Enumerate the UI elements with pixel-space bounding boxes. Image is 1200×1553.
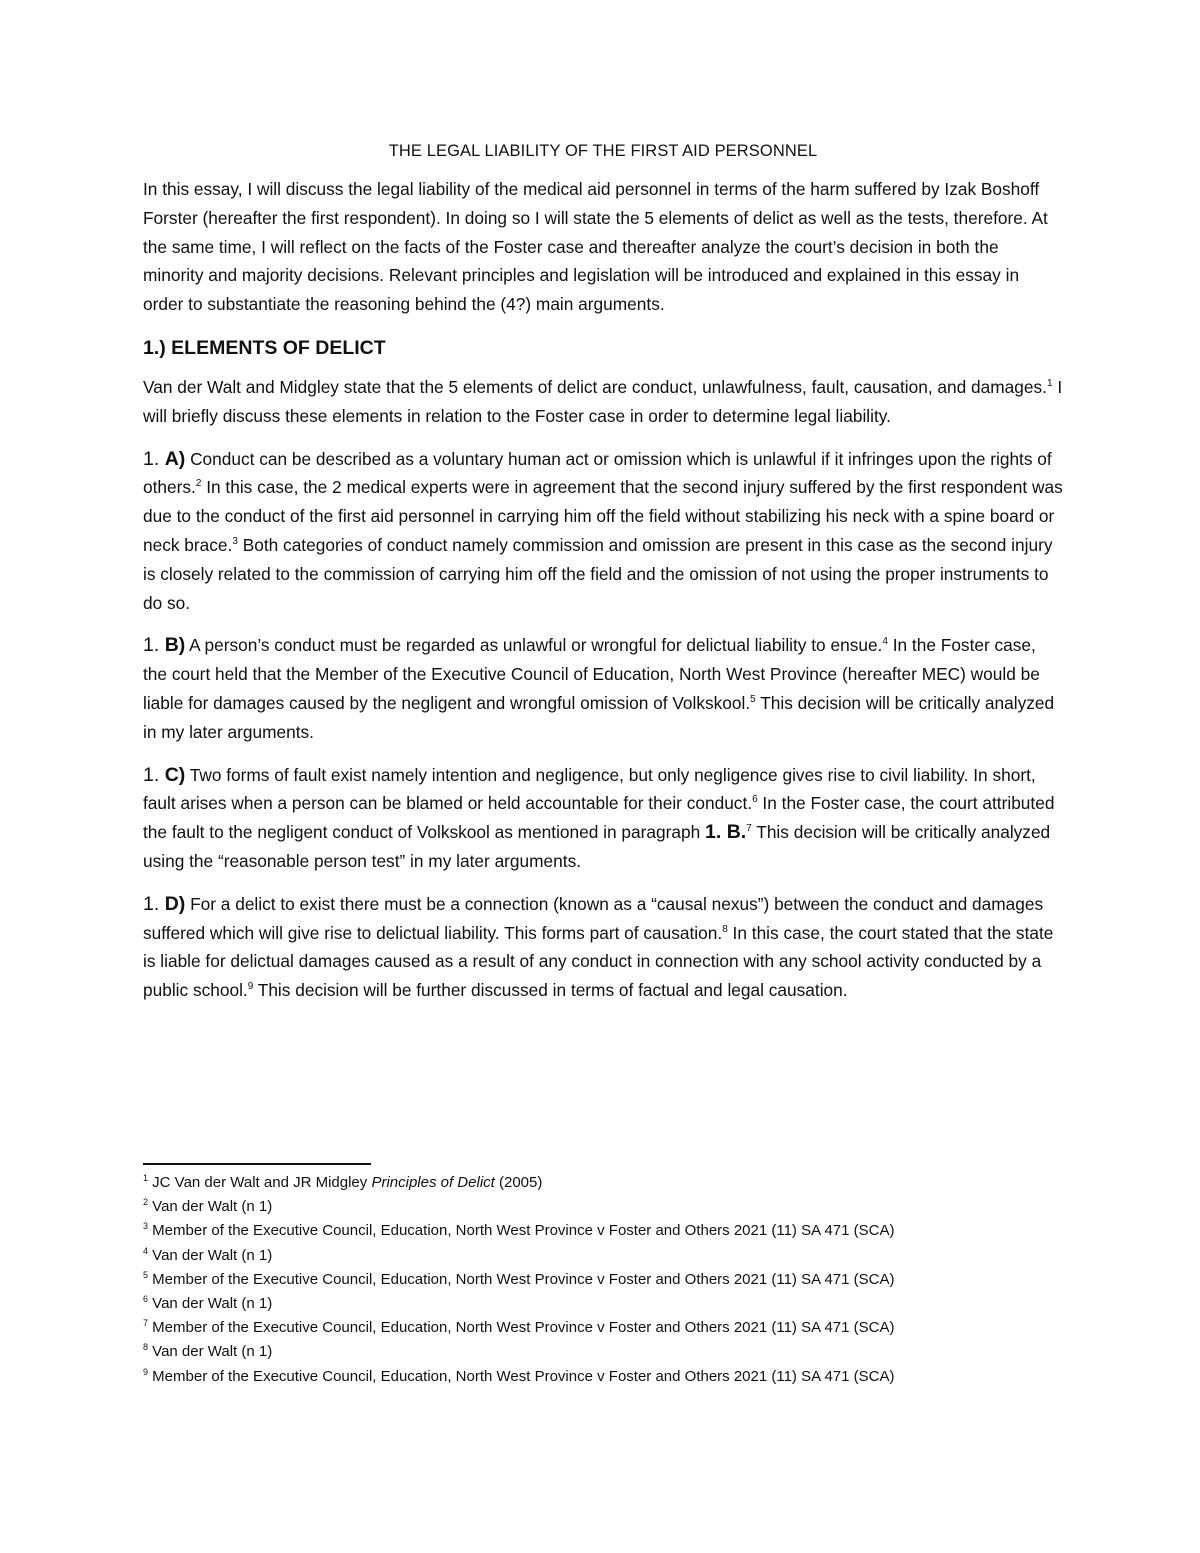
- footnote-text: Van der Walt (n 1): [148, 1198, 273, 1216]
- paragraph-text: Both categories of conduct namely commission and omission are present in this case as the second injury is closely related to the commission of carrying him off the field and the omission of not using the proper instruments to do so.: [143, 534, 1053, 613]
- footnote-number: 9: [143, 1366, 149, 1377]
- footnote-number: 5: [143, 1269, 149, 1280]
- footnote-number: 3: [143, 1221, 149, 1232]
- intro-paragraph: In this essay, I will discuss the legal liability of the medical aid personnel in terms of the harm suffered by Izak Boshoff Forster (hereafter the first respondent). In doing so I will state the 5 elements of delict as well as the tests, therefore. At the same time, I will reflect on the facts of the Foster case and thereafter analyze the court’s decision in both the minority and majority decisions. Relevant principles and legislation will be introduced and explained in this essay in order to substantiate the reasoning behind the (4?) main arguments.: [143, 179, 1048, 315]
- paragraph-text: In the Foster case, the court attributed the fault to the negligent conduct of Volkskool as mentioned in paragraph: [143, 793, 1055, 843]
- paragraph-text: A person’s conduct must be regarded as unlawful or wrongful for delictual liability to ensue.: [185, 635, 883, 656]
- paragraph-text: This decision will be critically analyzed in my later arguments.: [143, 692, 1055, 742]
- footnote-tail: (2005): [494, 1174, 543, 1191]
- paragraph-label-letter: D): [164, 892, 186, 915]
- paragraph-text: Conduct can be described as a voluntary human act or omission which is unlawful if it infringes upon the rights of others.: [143, 448, 1052, 498]
- footnote-number: 4: [143, 1245, 149, 1256]
- paragraph-text: In this case, the court stated that the state is liable for delictual damages caused as a result of any conduct in connection with any school activity conducted by a public school.: [143, 922, 1054, 1001]
- paragraph-label-number: 1.: [143, 763, 165, 786]
- footnote-text: Van der Walt (n 1): [148, 1295, 273, 1313]
- paragraph-label-letter: B): [164, 634, 186, 657]
- section-intro-text-a: Van der Walt and Midgley state that the 5 elements of delict are conduct, unlawfulness, fault, causation, and damages.: [143, 376, 1047, 397]
- paragraph-text: This decision will be further discussed in terms of factual and legal causation.: [253, 980, 848, 1001]
- footnote-text: Member of the Executive Council, Education, North West Province v Foster and Others 2021 (11) SA 471 (SCA): [148, 1222, 895, 1240]
- paragraph-label-number: 1.: [143, 634, 165, 657]
- footnote: [143, 1195, 1143, 1219]
- footnote-text: Member of the Executive Council, Education, North West Province v Foster and Others 2021 (11) SA 471 (SCA): [148, 1270, 895, 1288]
- footnote-ref: 3: [232, 536, 238, 548]
- footnote: [143, 1340, 1143, 1364]
- page-title: THE LEGAL LIABILITY OF THE FIRST AID PERSONNEL: [388, 142, 818, 160]
- footnote-text: Van der Walt (n 1): [148, 1246, 273, 1264]
- footnote-text: Member of the Executive Council, Education, North West Province v Foster and Others 2021 (11) SA 471 (SCA): [148, 1367, 895, 1385]
- footnote-text: Member of the Executive Council, Education, North West Province v Foster and Others 2021 (11) SA 471 (SCA): [148, 1319, 895, 1337]
- footnote-italic-title: Principles of Delict: [371, 1174, 495, 1191]
- footnote-text: Van der Walt (n 1): [148, 1343, 273, 1361]
- footnote: [143, 1244, 1143, 1268]
- footnote-number: 6: [143, 1294, 149, 1305]
- footnote-ref: 2: [195, 478, 202, 490]
- footnotes-section: [143, 1171, 1143, 1389]
- footnote: [143, 1219, 1143, 1243]
- paragraph-text: In this case, the 2 medical experts were in agreement that the second injury suffered by the first respondent was due to the conduct of the first aid personnel in carrying him off the field without stabilizing his neck with a spine board or neck brace.: [143, 477, 1063, 555]
- section-intro-text-b: I will briefly discuss these elements in relation to the Foster case in order to determine legal liability.: [143, 376, 1063, 426]
- paragraph-1c: [143, 761, 1063, 876]
- paragraph-1d: [143, 890, 1063, 1005]
- footnote: [143, 1292, 1143, 1316]
- paragraph-1b: [143, 631, 1063, 746]
- footnote-number: 7: [143, 1318, 149, 1329]
- paragraph-label-letter: C): [164, 763, 186, 786]
- footnote-ref: 6: [752, 794, 758, 806]
- footnote-ref: 7: [746, 823, 752, 835]
- paragraph-1a: [143, 445, 1063, 618]
- footnote: [143, 1316, 1143, 1340]
- footnote: [143, 1268, 1143, 1292]
- paragraph-cross-reference: 1. B.: [705, 821, 747, 844]
- footnote: [143, 1171, 1143, 1195]
- footnote-ref: 9: [247, 981, 254, 993]
- paragraph-label-letter: A): [164, 447, 186, 470]
- document-body: [143, 142, 1063, 1019]
- footnote-number: 8: [143, 1342, 149, 1353]
- footnote-ref: 1: [1046, 378, 1053, 390]
- paragraph-label-number: 1.: [143, 892, 165, 915]
- section-heading: 1.) ELEMENTS OF DELICT: [143, 336, 386, 359]
- section-intro-paragraph: [143, 373, 1063, 431]
- footnote-number: 1: [143, 1173, 149, 1183]
- paragraph-text: In the Foster case, the court held that the Member of the Executive Council of Education, North West Province (hereafter MEC) would be liable for damages caused by the negligent and wrongful omission of Volkskool.: [143, 635, 1040, 713]
- paragraph-text: For a delict to exist there must be a connection (known as a “causal nexus”) between the conduct and damages suffered which will give rise to delictual liability. This forms part of causation.: [143, 893, 1044, 943]
- paragraph-text: This decision will be critically analyzed using the “reasonable person test” in my later arguments.: [143, 822, 1051, 871]
- paragraph-label-number: 1.: [143, 447, 165, 470]
- footnote-separator: [143, 1163, 371, 1165]
- footnote-ref: 8: [722, 923, 728, 935]
- footnote-ref: 5: [750, 694, 756, 706]
- footnote-text: JC Van der Walt and JR Midgley: [148, 1174, 372, 1191]
- footnote-ref: 4: [882, 636, 888, 648]
- footnote: [143, 1365, 1143, 1389]
- footnote-number: 2: [143, 1197, 149, 1208]
- paragraph-text: Two forms of fault exist namely intention and negligence, but only negligence gives rise to civil liability. In short, fault arises when a person can be blamed or held accountable for their conduct.: [143, 764, 1036, 814]
